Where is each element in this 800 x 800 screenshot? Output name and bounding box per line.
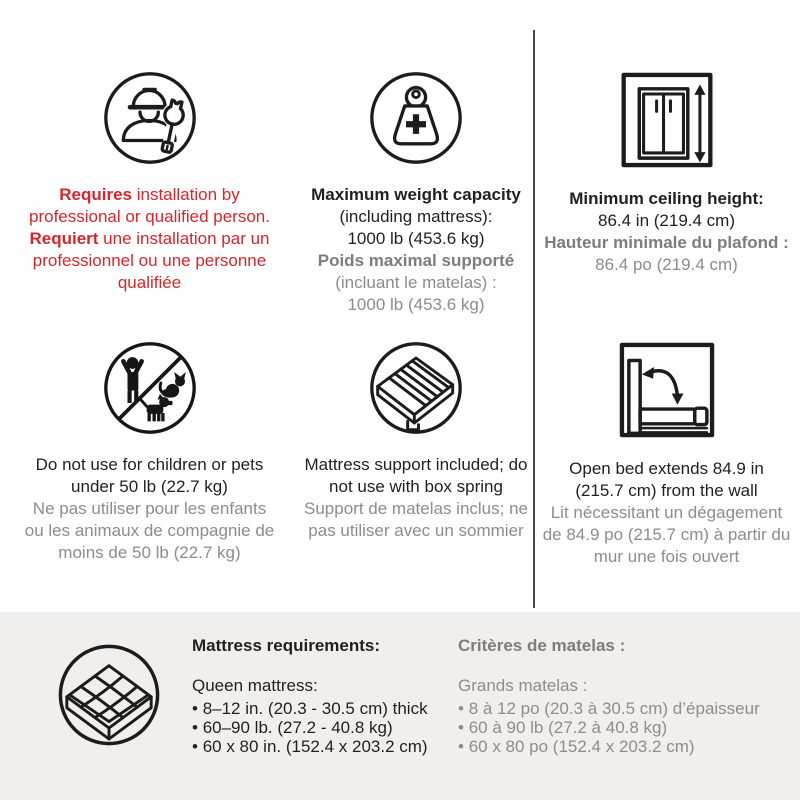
text-line: ou les animaux de compagnie de bbox=[24, 521, 275, 540]
list-item: • 60 x 80 in. (152.4 x 203.2 cm) bbox=[192, 737, 428, 756]
weight-plus-icon bbox=[366, 68, 466, 168]
mattress-support-text bbox=[304, 454, 528, 542]
mattress-requirements-en bbox=[192, 636, 428, 756]
text-line: under 50 lb (22.7 kg) bbox=[71, 477, 228, 496]
text-line: Open bed extends 84.9 in bbox=[569, 459, 764, 478]
wall-bed-opening-icon bbox=[615, 338, 719, 442]
mattress-requirements-fr bbox=[458, 636, 760, 756]
mattress-specs-list-fr bbox=[458, 699, 760, 756]
text-line: not use with box spring bbox=[329, 477, 503, 496]
text-line: Poids maximal supporté bbox=[317, 251, 515, 270]
vertical-divider bbox=[533, 30, 535, 608]
mattress-requirements-heading: Mattress requirements: bbox=[192, 636, 381, 655]
text-line: Support de matelas inclus; ne bbox=[304, 499, 528, 518]
quilted-mattress-icon bbox=[54, 640, 164, 750]
mattress-specs-list-en bbox=[192, 699, 428, 756]
text-line: (215.7 cm) from the wall bbox=[575, 481, 758, 500]
queen-mattress-label: Queen mattress: bbox=[192, 676, 318, 695]
text-line: Hauteur minimale du plafond : bbox=[544, 233, 789, 252]
text-line: moins de 50 lb (22.7 kg) bbox=[58, 543, 241, 562]
info-block-mattress-support bbox=[299, 306, 533, 612]
text-line: 1000 lb (453.6 kg) bbox=[347, 295, 485, 314]
text-line: 1000 lb (453.6 kg) bbox=[347, 229, 485, 248]
text-line: Requiert une installation par un bbox=[29, 229, 270, 248]
list-item: • 60 x 80 po (152.4 x 203.2 cm) bbox=[458, 737, 760, 756]
installation-text bbox=[29, 184, 270, 294]
info-block-open-bed bbox=[533, 306, 800, 612]
ceiling-height-text bbox=[544, 188, 789, 276]
text-line: (including mattress): bbox=[339, 207, 493, 226]
info-block-installation bbox=[0, 0, 299, 306]
list-item: • 60 à 90 lb (27.2 à 40.8 kg) bbox=[458, 718, 760, 737]
text-line: Lit nécessitant un dégagement bbox=[550, 503, 783, 522]
text-line: Maximum weight capacity bbox=[311, 185, 521, 204]
grands-matelas-label: Grands matelas : bbox=[458, 676, 588, 695]
list-item: • 8–12 in. (20.3 - 30.5 cm) thick bbox=[192, 699, 428, 718]
text-line: (incluant le matelas) : bbox=[335, 273, 497, 292]
list-item: • 8 à 12 po (20.3 à 30.5 cm) d’épaisseur bbox=[458, 699, 760, 718]
worker-with-wrench-icon bbox=[100, 68, 200, 168]
info-block-ceiling-height bbox=[533, 0, 800, 306]
text-line: de 84.9 po (215.7 cm) à partir du bbox=[542, 525, 791, 544]
text-line: 86.4 in (219.4 cm) bbox=[597, 211, 735, 230]
text-line: 86.4 po (219.4 cm) bbox=[595, 255, 738, 274]
list-item: • 60–90 lb. (27.2 - 40.8 kg) bbox=[192, 718, 428, 737]
text-line: qualifiée bbox=[117, 273, 182, 292]
info-block-no-children-pets bbox=[0, 306, 299, 612]
text-line: Mattress support included; do bbox=[304, 455, 528, 474]
info-block-max-weight bbox=[299, 0, 533, 314]
max-weight-text bbox=[311, 184, 521, 316]
text-line: professionnel ou une personne bbox=[32, 251, 267, 270]
mattress-slat-support-icon bbox=[366, 338, 466, 438]
mattress-requirements-section bbox=[0, 612, 800, 800]
text-line: Ne pas utiliser pour les enfants bbox=[32, 499, 267, 518]
criteres-matelas-heading: Critères de matelas : bbox=[458, 636, 626, 655]
text-line: Requires installation by bbox=[59, 185, 240, 204]
text-line: Minimum ceiling height: bbox=[569, 189, 764, 208]
open-bed-text bbox=[543, 458, 791, 568]
no-children-or-pets-icon bbox=[100, 338, 200, 438]
text-line: pas utiliser avec un sommier bbox=[308, 521, 524, 540]
text-line: professional or qualified person. bbox=[29, 207, 270, 226]
cabinet-height-arrow-icon bbox=[615, 68, 719, 172]
text-line: Do not use for children or pets bbox=[35, 455, 264, 474]
no-children-pets-text bbox=[25, 454, 275, 564]
text-line: mur une fois ouvert bbox=[593, 547, 740, 566]
